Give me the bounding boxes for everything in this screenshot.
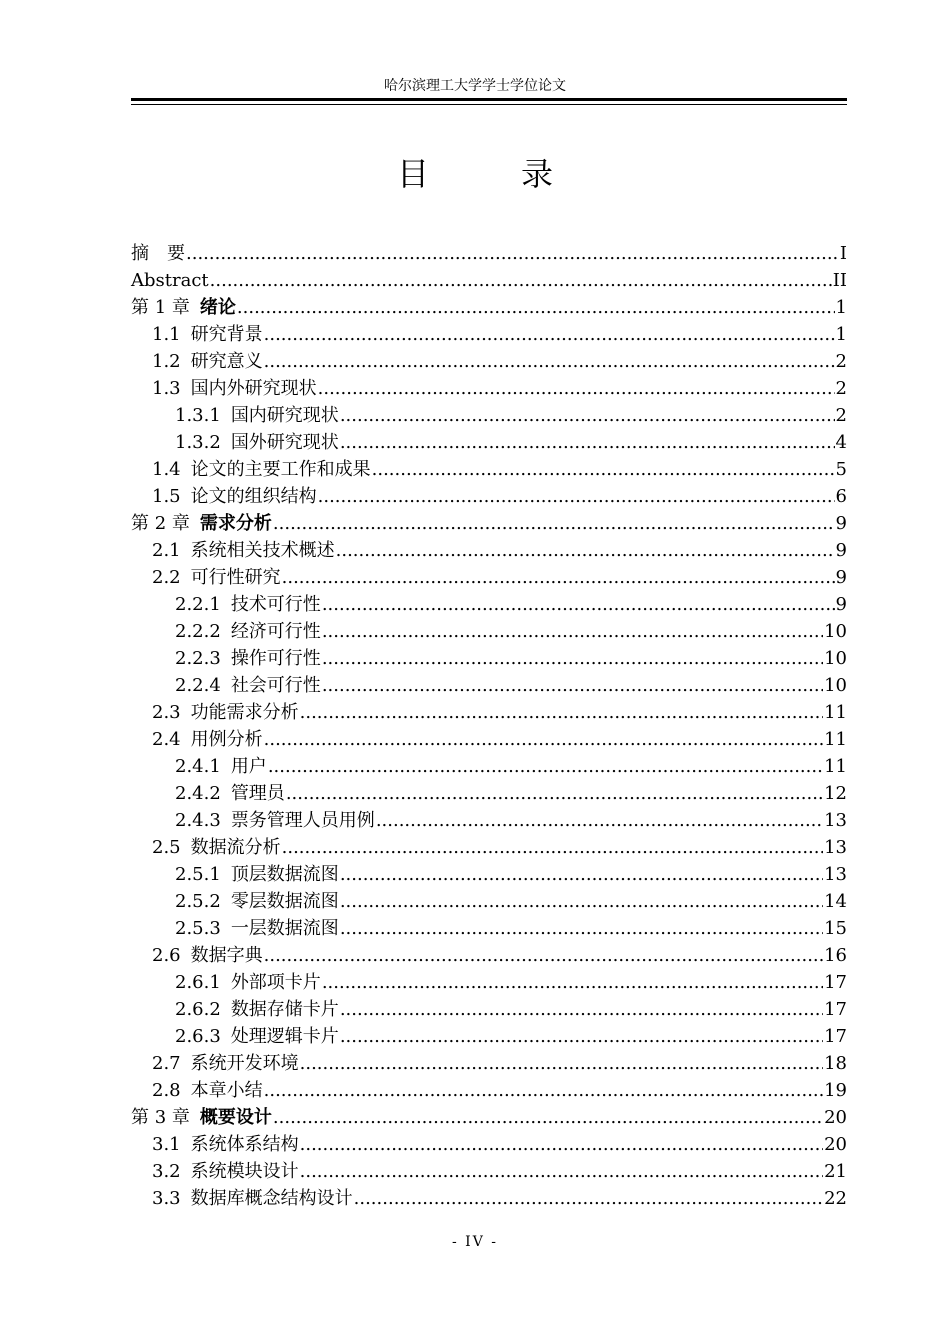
toc-entry[interactable]	[131, 672, 847, 699]
toc-entry-label: 顶层数据流图	[230, 864, 339, 885]
toc-entry-page: II	[832, 270, 847, 291]
toc-entry-page: 10	[824, 675, 847, 696]
toc-entry-page: 9	[835, 594, 847, 615]
dot-leader	[354, 1185, 823, 1212]
toc-entry-number: 2.6.3	[175, 1026, 221, 1047]
toc-entry-label: 系统模块设计	[190, 1161, 299, 1182]
toc-entry-label: 数据库概念结构设计	[190, 1188, 353, 1209]
toc-entry-number: 2.4.3	[175, 810, 221, 831]
dot-leader	[322, 645, 823, 672]
toc-entry-page: 9	[835, 540, 847, 561]
toc-entry[interactable]	[131, 699, 847, 726]
dot-leader	[336, 537, 835, 564]
toc-entry-number: 3.3	[152, 1188, 181, 1209]
toc-entry[interactable]	[131, 942, 847, 969]
toc-entry-page: 19	[824, 1080, 847, 1101]
toc-entry[interactable]	[131, 591, 847, 618]
toc-entry[interactable]	[131, 402, 847, 429]
dot-leader	[300, 1050, 823, 1077]
toc-entry-label: 系统体系结构	[190, 1134, 299, 1155]
toc-entry[interactable]	[131, 1131, 847, 1158]
toc-entry-label: 可行性研究	[190, 567, 281, 588]
toc-entry-number: 2.5	[152, 837, 181, 858]
toc-entry[interactable]	[131, 645, 847, 672]
running-header: 哈尔滨理工大学学士学位论文	[384, 78, 566, 94]
toc-entry-page: 14	[824, 891, 847, 912]
toc-title: 目 录	[396, 155, 583, 193]
toc-entry-page: 17	[824, 1026, 847, 1047]
toc-entry-number: 3.2	[152, 1161, 181, 1182]
toc-entry-label: 社会可行性	[230, 675, 321, 696]
toc-entry-page: 5	[835, 459, 847, 480]
toc-entry-page: 12	[824, 783, 847, 804]
toc-entry[interactable]	[131, 321, 847, 348]
toc-entry[interactable]	[131, 510, 847, 537]
dot-leader	[318, 483, 835, 510]
dot-leader	[300, 699, 823, 726]
toc-entry-number: 第 1 章	[131, 297, 190, 318]
dot-leader	[340, 888, 823, 915]
dot-leader	[264, 348, 835, 375]
toc-entry-number: 2.5.2	[175, 891, 221, 912]
dot-leader	[340, 402, 835, 429]
header-rule-thin	[131, 104, 847, 105]
toc-entry-label: 功能需求分析	[190, 702, 299, 723]
toc-entry-number: 2.2.4	[175, 675, 221, 696]
toc-entry-number: 1.3.1	[175, 405, 221, 426]
toc-entry-number: 1.3	[152, 378, 181, 399]
dot-leader	[273, 1104, 823, 1131]
toc-entry-label: 数据流分析	[190, 837, 281, 858]
toc-entry-label: 系统相关技术概述	[190, 540, 335, 561]
toc-entry-number: 2.4	[152, 729, 181, 750]
toc-entry[interactable]	[131, 807, 847, 834]
toc-entry[interactable]	[131, 564, 847, 591]
toc-entry-label: 外部项卡片	[230, 972, 321, 993]
toc-entry[interactable]	[131, 240, 847, 267]
toc-entry-number: 2.2	[152, 567, 181, 588]
dot-leader	[264, 942, 823, 969]
toc-entry-label: 一层数据流图	[230, 918, 339, 939]
toc-entry-label: 摘 要	[131, 243, 185, 264]
toc-entry-page: 1	[835, 324, 847, 345]
toc-entry-number: 2.4.1	[175, 756, 221, 777]
table-of-contents	[131, 240, 847, 1212]
toc-entry-label: 零层数据流图	[230, 891, 339, 912]
toc-entry-number: 1.2	[152, 351, 181, 372]
dot-leader	[340, 1023, 823, 1050]
toc-entry-number: 2.7	[152, 1053, 181, 1074]
toc-entry-label: 处理逻辑卡片	[230, 1026, 339, 1047]
toc-entry-page: 11	[824, 729, 847, 750]
dot-leader	[340, 861, 823, 888]
toc-entry[interactable]	[131, 375, 847, 402]
toc-entry-label: 国内研究现状	[230, 405, 339, 426]
toc-entry-number: 2.5.3	[175, 918, 221, 939]
toc-entry-label: 国外研究现状	[230, 432, 339, 453]
toc-entry[interactable]	[131, 861, 847, 888]
toc-entry-page: I	[839, 243, 847, 264]
toc-entry-page: 10	[824, 621, 847, 642]
header-rule-thick	[131, 98, 847, 101]
toc-entry-label: 管理员	[230, 783, 285, 804]
toc-entry-number: 1.1	[152, 324, 181, 345]
toc-entry-number: 2.6	[152, 945, 181, 966]
dot-leader	[264, 1077, 823, 1104]
dot-leader	[264, 726, 823, 753]
dot-leader	[340, 915, 823, 942]
dot-leader	[318, 375, 835, 402]
toc-entry-number: 2.1	[152, 540, 181, 561]
toc-entry[interactable]	[131, 267, 847, 294]
toc-entry[interactable]	[131, 834, 847, 861]
toc-entry-label: 经济可行性	[230, 621, 321, 642]
toc-entry-page: 1	[835, 297, 847, 318]
toc-entry-label: 需求分析	[199, 513, 272, 534]
toc-entry-label: 本章小结	[190, 1080, 263, 1101]
dot-leader	[300, 1131, 823, 1158]
toc-entry-label: 操作可行性	[230, 648, 321, 669]
toc-entry[interactable]	[131, 1104, 847, 1131]
dot-leader	[322, 969, 823, 996]
toc-entry-page: 4	[835, 432, 847, 453]
toc-entry-number: 2.2.1	[175, 594, 221, 615]
toc-entry-page: 2	[835, 378, 847, 399]
toc-entry[interactable]	[131, 294, 847, 321]
toc-entry-number: 第 2 章	[131, 513, 190, 534]
toc-entry-page: 22	[824, 1188, 847, 1209]
toc-entry[interactable]	[131, 969, 847, 996]
toc-entry-label: 研究背景	[190, 324, 263, 345]
toc-entry[interactable]	[131, 915, 847, 942]
toc-entry-label: 技术可行性	[230, 594, 321, 615]
dot-leader	[186, 240, 839, 267]
dot-leader	[282, 564, 835, 591]
toc-entry-label: Abstract	[131, 270, 209, 291]
toc-entry-number: 2.8	[152, 1080, 181, 1101]
dot-leader	[286, 780, 823, 807]
toc-entry-label: 系统开发环境	[190, 1053, 299, 1074]
toc-entry-label: 用户	[230, 756, 267, 777]
dot-leader	[237, 294, 835, 321]
toc-entry[interactable]	[131, 780, 847, 807]
dot-leader	[268, 753, 823, 780]
toc-entry-page: 15	[824, 918, 847, 939]
toc-entry-page: 13	[824, 810, 847, 831]
toc-entry-page: 21	[824, 1161, 847, 1182]
toc-entry-page: 18	[824, 1053, 847, 1074]
toc-entry[interactable]	[131, 753, 847, 780]
toc-entry-number: 1.4	[152, 459, 181, 480]
toc-entry-label: 国内外研究现状	[190, 378, 317, 399]
toc-entry[interactable]	[131, 726, 847, 753]
toc-entry[interactable]	[131, 429, 847, 456]
toc-entry-label: 数据存储卡片	[230, 999, 339, 1020]
toc-entry-page: 13	[824, 837, 847, 858]
dot-leader	[210, 267, 832, 294]
toc-entry-page: 2	[835, 405, 847, 426]
toc-entry[interactable]	[131, 483, 847, 510]
toc-entry-label: 绪论	[199, 297, 236, 318]
toc-entry-page: 11	[824, 702, 847, 723]
dot-leader	[340, 429, 835, 456]
dot-leader	[264, 321, 835, 348]
toc-entry-number: 2.5.1	[175, 864, 221, 885]
toc-entry[interactable]	[131, 1050, 847, 1077]
toc-entry[interactable]	[131, 1185, 847, 1212]
toc-entry-page: 9	[835, 567, 847, 588]
toc-entry[interactable]	[131, 1077, 847, 1104]
toc-entry-number: 3.1	[152, 1134, 181, 1155]
toc-entry-page: 6	[835, 486, 847, 507]
toc-entry-label: 论文的组织结构	[190, 486, 317, 507]
dot-leader	[322, 591, 835, 618]
toc-entry-number: 2.6.2	[175, 999, 221, 1020]
toc-entry-page: 13	[824, 864, 847, 885]
toc-entry-page: 9	[835, 513, 847, 534]
dot-leader	[322, 618, 823, 645]
dot-leader	[322, 672, 823, 699]
toc-entry-page: 20	[824, 1107, 847, 1128]
toc-entry-number: 1.5	[152, 486, 181, 507]
toc-entry-number: 2.2.2	[175, 621, 221, 642]
dot-leader	[372, 456, 835, 483]
toc-entry-label: 论文的主要工作和成果	[190, 459, 371, 480]
toc-entry-label: 数据字典	[190, 945, 263, 966]
toc-entry[interactable]	[131, 537, 847, 564]
toc-entry[interactable]	[131, 1023, 847, 1050]
dot-leader	[273, 510, 835, 537]
toc-entry-number: 2.4.2	[175, 783, 221, 804]
toc-entry-label: 票务管理人员用例	[230, 810, 375, 831]
toc-entry-page: 2	[835, 351, 847, 372]
toc-entry[interactable]	[131, 1158, 847, 1185]
toc-entry-page: 17	[824, 999, 847, 1020]
toc-entry-number: 2.2.3	[175, 648, 221, 669]
toc-entry[interactable]	[131, 348, 847, 375]
toc-entry-number: 2.3	[152, 702, 181, 723]
toc-entry-number: 2.6.1	[175, 972, 221, 993]
toc-entry-label: 概要设计	[199, 1107, 272, 1128]
page-number: - IV -	[451, 1234, 498, 1250]
toc-entry-page: 10	[824, 648, 847, 669]
toc-entry-number: 第 3 章	[131, 1107, 190, 1128]
toc-entry-number: 1.3.2	[175, 432, 221, 453]
toc-entry-label: 研究意义	[190, 351, 263, 372]
toc-entry-page: 16	[824, 945, 847, 966]
dot-leader	[340, 996, 823, 1023]
dot-leader	[282, 834, 823, 861]
toc-entry[interactable]	[131, 618, 847, 645]
dot-leader	[300, 1158, 823, 1185]
toc-entry[interactable]	[131, 888, 847, 915]
toc-entry[interactable]	[131, 996, 847, 1023]
toc-entry-page: 17	[824, 972, 847, 993]
toc-entry-page: 11	[824, 756, 847, 777]
toc-entry-page: 20	[824, 1134, 847, 1155]
dot-leader	[376, 807, 823, 834]
toc-entry-label: 用例分析	[190, 729, 263, 750]
toc-entry[interactable]	[131, 456, 847, 483]
